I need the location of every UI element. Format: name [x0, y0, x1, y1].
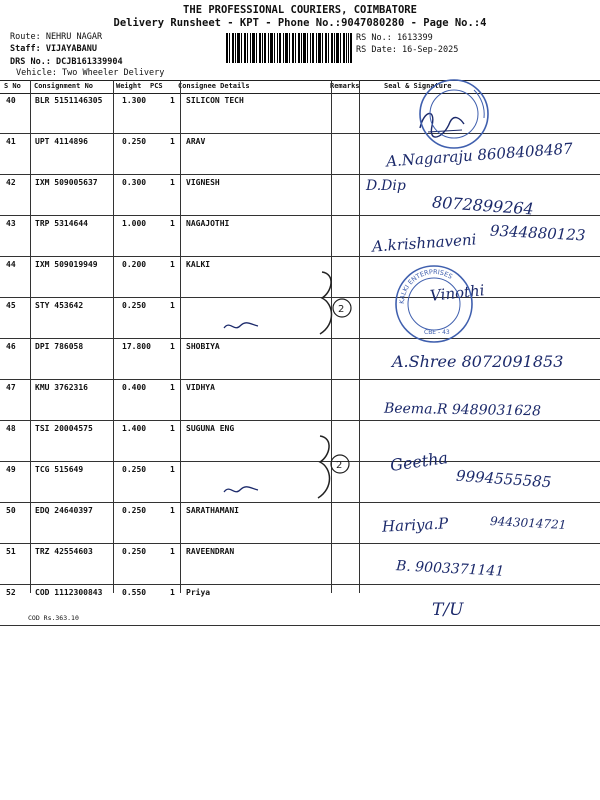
- row-sno: 50: [6, 506, 16, 515]
- col-weight: Weight: [116, 82, 142, 90]
- handwritten-signature: B. 9003371141: [395, 558, 505, 580]
- company-seal-icon: [416, 76, 492, 152]
- col-remarks: Remarks: [330, 82, 360, 90]
- handwritten-signature: Beema.R 9489031628: [383, 400, 542, 420]
- col-consignment: Consignment No: [34, 82, 94, 90]
- row-sno: 40: [6, 96, 16, 105]
- col-seal: Seal & Signature: [384, 82, 452, 90]
- table-row: [0, 584, 600, 626]
- row-consignee: NAGAJOTHI: [186, 219, 230, 228]
- row-consignee: SUGUNA ENG: [186, 424, 235, 433]
- row-consignee: SILICON TECH: [186, 96, 244, 105]
- row-consignee: RAVEENDRAN: [186, 547, 235, 556]
- row-sno: 45: [6, 301, 16, 310]
- company-title: THE PROFESSIONAL COURIERS, COIMBATORE: [183, 4, 417, 16]
- row-weight: 1.400: [122, 424, 147, 433]
- row-pcs: 1: [170, 547, 175, 556]
- bracket-mark-icon: [308, 432, 356, 502]
- row-pcs: 1: [170, 219, 175, 228]
- handwritten-signature: T/U: [432, 600, 464, 620]
- row-pcs: 1: [170, 178, 175, 187]
- rs-date: RS Date: 16-Sep-2025: [356, 45, 459, 55]
- row-sno: 52: [6, 588, 16, 597]
- row-consignee: VIDHYA: [186, 383, 215, 392]
- stamp-text: KALKI ENTERPRISES: [397, 267, 454, 305]
- table-row: [0, 297, 600, 339]
- row-consignee: ARAV: [186, 137, 206, 146]
- row-sno: 51: [6, 547, 16, 556]
- row-sno: 46: [6, 342, 16, 351]
- row-weight: 0.250: [122, 465, 147, 474]
- row-weight: 0.400: [122, 383, 147, 392]
- cod-note: COD Rs.363.10: [28, 614, 79, 622]
- handwritten-signature: A.krishnaveni: [371, 230, 477, 256]
- row-weight: 1.000: [122, 219, 147, 228]
- handwritten-phone: 9344880123: [489, 221, 586, 245]
- ditto-mark-icon: [222, 480, 262, 500]
- row-pcs: 1: [170, 301, 175, 310]
- row-pcs: 1: [170, 424, 175, 433]
- table-row: [0, 543, 600, 585]
- col-sno: S No: [4, 82, 21, 90]
- row-sno: 43: [6, 219, 16, 228]
- row-weight: 0.250: [122, 506, 147, 515]
- row-weight: 0.300: [122, 178, 147, 187]
- bracket-mark-icon: [310, 268, 358, 338]
- row-sno: 42: [6, 178, 16, 187]
- row-pcs: 1: [170, 342, 175, 351]
- handwritten-signature: Vinothi: [429, 281, 486, 305]
- row-consignment-no: DPI 786058: [35, 342, 84, 351]
- row-consignment-no: KMU 3762316: [35, 383, 88, 392]
- row-consignment-no: IXM 509019949: [35, 260, 98, 269]
- row-pcs: 1: [170, 96, 175, 105]
- svg-text:KALKI ENTERPRISES: [398, 268, 454, 304]
- handwritten-signature: Hariya.P: [381, 514, 449, 536]
- row-pcs: 1: [170, 260, 175, 269]
- row-sno: 48: [6, 424, 16, 433]
- row-consignment-no: TRP 5314644: [35, 219, 88, 228]
- row-weight: 0.250: [122, 301, 147, 310]
- route-label: Route: NEHRU NAGAR: [10, 32, 103, 42]
- drs-label: DRS No.: DCJB161339904: [10, 57, 123, 67]
- handwritten-signature: D.Dip: [366, 178, 406, 194]
- handwritten-signature: A.Shree 8072091853: [392, 352, 564, 371]
- row-consignment-no: STY 453642: [35, 301, 84, 310]
- table-row: [0, 256, 600, 298]
- company-seal-icon: [392, 262, 476, 346]
- rs-number: RS No.: 1613399: [356, 33, 433, 43]
- row-weight: 1.300: [122, 96, 147, 105]
- row-consignee: Priya: [186, 588, 211, 597]
- col-pcs: PCS: [150, 82, 163, 90]
- row-weight: 17.800: [122, 342, 151, 351]
- row-consignment-no: BLR 5151146305: [35, 96, 103, 105]
- row-consignee: KALKI: [186, 260, 211, 269]
- row-weight: 0.250: [122, 137, 147, 146]
- svg-text:2: 2: [338, 304, 345, 315]
- ditto-mark-icon: [222, 316, 262, 336]
- row-pcs: 1: [170, 506, 175, 515]
- row-sno: 49: [6, 465, 16, 474]
- row-pcs: 1: [170, 465, 175, 474]
- col-consignee: Consignee Details: [178, 82, 250, 90]
- handwritten-phone: 8072899264: [431, 192, 535, 219]
- row-consignee: SARATHAMANI: [186, 506, 239, 515]
- row-consignee: VIGNESH: [186, 178, 220, 187]
- row-weight: 0.550: [122, 588, 147, 597]
- row-sno: 41: [6, 137, 16, 146]
- svg-text:2: 2: [336, 460, 343, 471]
- staff-label: Staff: VIJAYABANU: [10, 44, 97, 54]
- row-consignment-no: COD 1112300843: [35, 588, 103, 597]
- handwritten-signature: Geetha: [388, 448, 450, 475]
- handwritten-phone: 9994555585: [455, 466, 552, 492]
- handwritten-signature: A.Nagaraju 8608408487: [385, 139, 574, 171]
- row-weight: 0.250: [122, 547, 147, 556]
- vehicle-label: Vehicle: Two Wheeler Delivery: [16, 68, 165, 78]
- row-consignment-no: IXM 509005637: [35, 178, 98, 187]
- row-pcs: 1: [170, 588, 175, 597]
- row-consignment-no: TSI 20004575: [35, 424, 93, 433]
- stamp-text: CBE - 43: [424, 329, 450, 336]
- row-consignment-no: UPT 4114896: [35, 137, 88, 146]
- runsheet-subtitle: Delivery Runsheet - KPT - Phone No.:9047080280 - Page No.:4: [113, 17, 487, 29]
- row-weight: 0.200: [122, 260, 147, 269]
- barcode-image: [226, 33, 352, 63]
- row-pcs: 1: [170, 383, 175, 392]
- row-pcs: 1: [170, 137, 175, 146]
- table-row: [0, 92, 600, 134]
- row-sno: 44: [6, 260, 16, 269]
- row-consignment-no: EDQ 24640397: [35, 506, 93, 515]
- row-consignment-no: TRZ 42554603: [35, 547, 93, 556]
- row-sno: 47: [6, 383, 16, 392]
- row-consignee: SHOBIYA: [186, 342, 220, 351]
- row-consignment-no: TCG 515649: [35, 465, 84, 474]
- table-row: [0, 420, 600, 462]
- handwritten-phone: 9443014721: [489, 514, 567, 532]
